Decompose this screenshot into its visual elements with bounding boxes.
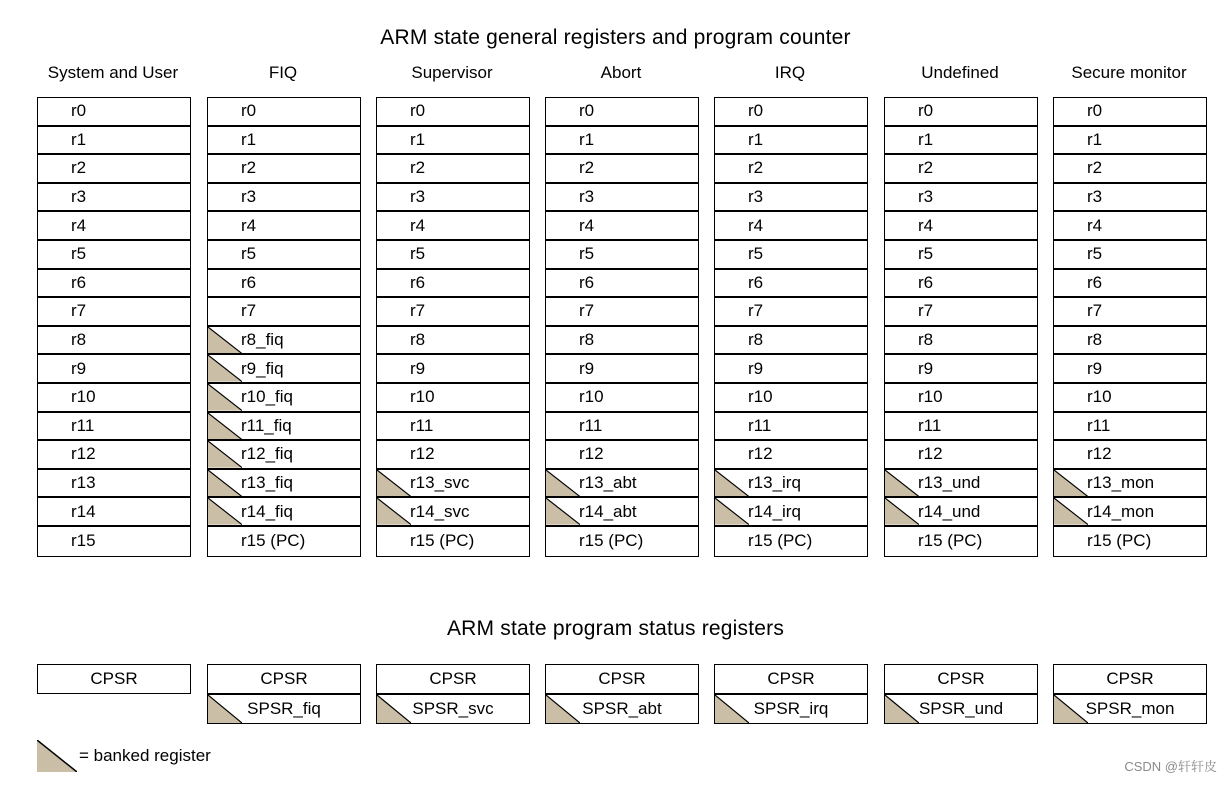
register-label: r4 — [918, 215, 934, 235]
register-cell — [377, 470, 529, 499]
register-label: r9 — [579, 358, 595, 378]
register-cell — [377, 355, 529, 384]
register-cell — [377, 212, 529, 241]
register-label: r14_abt — [579, 501, 637, 521]
register-cell — [546, 384, 698, 413]
register-label: r11 — [71, 415, 95, 435]
register-label: r3 — [918, 187, 934, 207]
register-cell — [38, 355, 190, 384]
register-cell — [208, 441, 360, 470]
register-cell — [715, 470, 867, 499]
watermark: CSDN @轩轩皮 — [1124, 759, 1217, 774]
register-cell — [1054, 413, 1206, 442]
status-label: SPSR_abt — [582, 699, 662, 718]
register-label: r6 — [748, 272, 764, 292]
register-cell — [715, 270, 867, 299]
register-label: r6 — [410, 272, 426, 292]
register-column — [37, 97, 191, 557]
status-label: CPSR — [260, 669, 308, 688]
register-label: r4 — [410, 215, 426, 235]
register-label: r11 — [1087, 415, 1111, 435]
register-cell — [208, 498, 360, 527]
register-label: r8 — [1087, 330, 1103, 350]
register-cell — [715, 413, 867, 442]
register-cell — [1054, 127, 1206, 156]
register-label: r9 — [410, 358, 426, 378]
register-label: r14_svc — [410, 501, 470, 521]
register-label: r8 — [918, 330, 934, 350]
register-cell — [208, 384, 360, 413]
status-cell — [715, 693, 867, 723]
register-label: r15 — [71, 531, 96, 551]
status-label: CPSR — [937, 669, 985, 688]
register-label: r3 — [579, 187, 595, 207]
register-label: r7 — [241, 301, 257, 321]
register-label: r2 — [410, 158, 426, 178]
register-label: r14 — [71, 501, 96, 521]
status-cell — [377, 693, 529, 723]
register-label: r5 — [918, 244, 934, 264]
register-cell — [38, 298, 190, 327]
register-cell — [38, 155, 190, 184]
register-cell — [1054, 527, 1206, 556]
register-label: r0 — [748, 101, 764, 121]
register-cell — [885, 212, 1037, 241]
register-cell — [546, 470, 698, 499]
status-cell — [546, 693, 698, 723]
status-label: SPSR_und — [918, 699, 1004, 718]
status-column — [376, 664, 530, 724]
register-cell — [885, 470, 1037, 499]
register-label: r11 — [918, 415, 942, 435]
register-label: r14_fiq — [241, 501, 293, 521]
status-cell — [1054, 693, 1206, 723]
status-label: SPSR_irq — [753, 699, 829, 718]
register-label: r12 — [71, 444, 96, 464]
legend-text: = banked register — [79, 746, 211, 765]
status-column — [714, 664, 868, 724]
status-column — [545, 664, 699, 724]
register-cell — [377, 384, 529, 413]
mode-header: Secure monitor — [1071, 63, 1187, 82]
banked-triangle-icon — [37, 740, 77, 772]
register-cell — [377, 527, 529, 556]
general-registers-title: ARM state general registers and program counter — [380, 26, 851, 49]
register-cell — [38, 413, 190, 442]
register-cell — [377, 498, 529, 527]
register-label: r0 — [579, 101, 595, 121]
register-cell — [377, 184, 529, 213]
register-label: r2 — [748, 158, 764, 178]
register-label: r10_fiq — [241, 387, 293, 407]
register-cell — [885, 241, 1037, 270]
register-cell — [885, 441, 1037, 470]
register-cell — [208, 355, 360, 384]
status-label: CPSR — [429, 669, 477, 688]
register-label: r5 — [579, 244, 595, 264]
register-cell — [208, 270, 360, 299]
status-cell — [208, 665, 360, 693]
register-label: r7 — [748, 301, 764, 321]
register-cell — [208, 298, 360, 327]
banked-triangle-icon — [377, 695, 411, 723]
register-label: r5 — [71, 244, 87, 264]
register-cell — [208, 470, 360, 499]
register-label: r10 — [748, 387, 773, 407]
register-cell — [715, 212, 867, 241]
register-label: r2 — [1087, 158, 1103, 178]
register-label: r11_fiq — [241, 415, 292, 435]
register-label: r11 — [579, 415, 603, 435]
register-cell — [885, 384, 1037, 413]
register-cell — [1054, 327, 1206, 356]
register-label: r15 (PC) — [918, 531, 983, 551]
register-cell — [38, 270, 190, 299]
register-label: r7 — [410, 301, 426, 321]
register-cell — [546, 127, 698, 156]
mode-header: System and User — [47, 63, 179, 82]
register-label: r13_mon — [1087, 473, 1155, 493]
register-cell — [1054, 355, 1206, 384]
register-cell — [715, 155, 867, 184]
status-cell — [208, 693, 360, 723]
register-label: r14_mon — [1087, 501, 1155, 521]
register-cell — [208, 527, 360, 556]
register-cell — [208, 184, 360, 213]
register-label: r7 — [918, 301, 934, 321]
register-cell — [885, 155, 1037, 184]
register-column — [884, 97, 1038, 557]
register-label: r13_fiq — [241, 473, 293, 493]
register-cell — [885, 184, 1037, 213]
register-cell — [546, 527, 698, 556]
register-label: r0 — [241, 101, 257, 121]
register-label: r6 — [71, 272, 87, 292]
banked-triangle-icon — [546, 695, 580, 723]
status-cell — [377, 665, 529, 693]
status-label: CPSR — [767, 669, 815, 688]
register-cell — [546, 355, 698, 384]
register-label: r12 — [410, 444, 435, 464]
register-label: r8 — [410, 330, 426, 350]
register-label: r4 — [71, 215, 87, 235]
register-cell — [546, 498, 698, 527]
register-cell — [208, 212, 360, 241]
status-label: SPSR_svc — [412, 699, 494, 718]
register-cell — [1054, 470, 1206, 499]
register-cell — [715, 441, 867, 470]
register-label: r11 — [410, 415, 434, 435]
register-cell — [885, 527, 1037, 556]
register-label: r5 — [410, 244, 426, 264]
register-cell — [546, 241, 698, 270]
status-registers-title: ARM state program status registers — [446, 617, 785, 640]
register-label: r13 — [71, 473, 96, 493]
register-label: r9_fiq — [241, 358, 284, 378]
status-label: CPSR — [90, 669, 138, 688]
register-label: r1 — [579, 129, 595, 149]
register-cell — [1054, 98, 1206, 127]
register-label: r13_und — [918, 473, 981, 493]
register-cell — [885, 355, 1037, 384]
status-cell — [546, 665, 698, 693]
register-label: r5 — [748, 244, 764, 264]
register-column — [714, 97, 868, 557]
register-cell — [715, 127, 867, 156]
register-cell — [38, 127, 190, 156]
status-column — [884, 664, 1038, 724]
status-label: SPSR_mon — [1085, 699, 1175, 718]
register-label: r15 (PC) — [241, 531, 306, 551]
register-cell — [38, 498, 190, 527]
status-cell — [885, 665, 1037, 693]
register-cell — [377, 327, 529, 356]
register-cell — [377, 270, 529, 299]
register-cell — [1054, 441, 1206, 470]
register-cell — [38, 470, 190, 499]
register-label: r13_irq — [748, 473, 801, 493]
register-label: r10 — [71, 387, 96, 407]
banked-triangle-icon — [715, 695, 749, 723]
register-cell — [715, 355, 867, 384]
register-cell — [715, 298, 867, 327]
register-cell — [546, 441, 698, 470]
register-cell — [715, 184, 867, 213]
register-label: r10 — [410, 387, 435, 407]
register-label: r8 — [748, 330, 764, 350]
register-label: r10 — [918, 387, 943, 407]
register-label: r1 — [241, 129, 257, 149]
status-label: CPSR — [598, 669, 646, 688]
register-cell — [377, 155, 529, 184]
register-cell — [715, 327, 867, 356]
register-cell — [885, 127, 1037, 156]
register-label: r13_abt — [579, 473, 637, 493]
register-cell — [38, 527, 190, 556]
register-label: r0 — [918, 101, 934, 121]
register-cell — [208, 241, 360, 270]
register-cell — [38, 184, 190, 213]
register-label: r1 — [71, 129, 87, 149]
legend — [37, 740, 211, 772]
register-label: r8 — [71, 330, 87, 350]
register-label: r7 — [1087, 301, 1103, 321]
mode-header: IRQ — [774, 63, 806, 82]
register-label: r14_irq — [748, 501, 801, 521]
register-label: r0 — [71, 101, 87, 121]
register-column — [376, 97, 530, 557]
register-cell — [546, 270, 698, 299]
register-label: r9 — [1087, 358, 1103, 378]
register-label: r1 — [918, 129, 934, 149]
status-cell — [715, 665, 867, 693]
register-label: r6 — [1087, 272, 1103, 292]
register-cell — [377, 441, 529, 470]
status-cell — [38, 665, 190, 693]
register-cell — [208, 155, 360, 184]
register-cell — [377, 127, 529, 156]
register-label: r15 (PC) — [748, 531, 813, 551]
mode-header: FIQ — [268, 63, 298, 82]
register-column — [545, 97, 699, 557]
register-label: r2 — [71, 158, 87, 178]
register-label: r12 — [748, 444, 773, 464]
register-label: r15 (PC) — [1087, 531, 1152, 551]
register-label: r7 — [71, 301, 87, 321]
mode-header: Supervisor — [411, 63, 493, 82]
register-cell — [546, 98, 698, 127]
register-cell — [715, 498, 867, 527]
register-label: r10 — [1087, 387, 1112, 407]
register-label: r5 — [241, 244, 257, 264]
register-cell — [1054, 241, 1206, 270]
register-cell — [885, 413, 1037, 442]
register-cell — [38, 441, 190, 470]
status-cell — [885, 693, 1037, 723]
register-label: r12 — [1087, 444, 1112, 464]
register-cell — [38, 212, 190, 241]
register-label: r14_und — [918, 501, 981, 521]
register-label: r12_fiq — [241, 444, 293, 464]
register-label: r12 — [918, 444, 943, 464]
register-label: r15 (PC) — [579, 531, 644, 551]
register-cell — [546, 184, 698, 213]
register-label: r0 — [410, 101, 426, 121]
register-cell — [546, 327, 698, 356]
register-label: r4 — [241, 215, 257, 235]
register-label: r0 — [1087, 101, 1103, 121]
register-label: r1 — [410, 129, 426, 149]
register-cell — [1054, 155, 1206, 184]
register-label: r15 (PC) — [410, 531, 475, 551]
register-cell — [546, 298, 698, 327]
register-label: r4 — [579, 215, 595, 235]
register-cell — [377, 413, 529, 442]
register-label: r1 — [1087, 129, 1103, 149]
register-label: r1 — [748, 129, 764, 149]
register-column — [207, 97, 361, 557]
register-cell — [715, 527, 867, 556]
register-label: r4 — [748, 215, 764, 235]
register-cell — [38, 327, 190, 356]
register-cell — [715, 98, 867, 127]
register-label: r9 — [748, 358, 764, 378]
register-cell — [38, 384, 190, 413]
register-label: r11 — [748, 415, 772, 435]
register-label: r2 — [241, 158, 257, 178]
status-column — [37, 664, 191, 694]
status-column — [1053, 664, 1207, 724]
register-cell — [546, 155, 698, 184]
register-label: r3 — [1087, 187, 1103, 207]
register-cell — [377, 241, 529, 270]
register-cell — [1054, 384, 1206, 413]
register-cell — [715, 384, 867, 413]
register-label: r9 — [71, 358, 87, 378]
status-column — [207, 664, 361, 724]
banked-triangle-icon — [1054, 695, 1088, 723]
register-label: r4 — [1087, 215, 1103, 235]
register-label: r6 — [918, 272, 934, 292]
register-cell — [38, 241, 190, 270]
register-label: r5 — [1087, 244, 1103, 264]
register-cell — [546, 413, 698, 442]
register-label: r6 — [579, 272, 595, 292]
register-cell — [208, 327, 360, 356]
register-label: r3 — [410, 187, 426, 207]
status-cell — [1054, 665, 1206, 693]
register-cell — [885, 327, 1037, 356]
register-label: r13_svc — [410, 473, 470, 493]
register-label: r12 — [579, 444, 604, 464]
register-label: r2 — [579, 158, 595, 178]
register-cell — [208, 98, 360, 127]
register-label: r8 — [579, 330, 595, 350]
register-cell — [715, 241, 867, 270]
register-cell — [1054, 184, 1206, 213]
status-label: CPSR — [1106, 669, 1154, 688]
register-cell — [1054, 212, 1206, 241]
register-cell — [377, 98, 529, 127]
register-label: r9 — [918, 358, 934, 378]
register-cell — [885, 298, 1037, 327]
register-cell — [1054, 270, 1206, 299]
register-label: r8_fiq — [241, 330, 284, 350]
register-cell — [1054, 498, 1206, 527]
register-label: r6 — [241, 272, 257, 292]
register-cell — [208, 127, 360, 156]
register-cell — [885, 98, 1037, 127]
register-cell — [377, 298, 529, 327]
register-cell — [885, 498, 1037, 527]
register-label: r3 — [241, 187, 257, 207]
mode-header: Abort — [600, 63, 642, 82]
register-cell — [38, 98, 190, 127]
register-cell — [546, 212, 698, 241]
banked-triangle-icon — [885, 695, 919, 723]
register-cell — [208, 413, 360, 442]
register-label: r3 — [748, 187, 764, 207]
register-label: r7 — [579, 301, 595, 321]
register-label: r3 — [71, 187, 87, 207]
banked-triangle-icon — [208, 695, 242, 723]
register-cell — [1054, 298, 1206, 327]
register-label: r2 — [918, 158, 934, 178]
register-label: r10 — [579, 387, 604, 407]
status-label: SPSR_fiq — [247, 699, 321, 718]
register-cell — [885, 270, 1037, 299]
mode-header: Undefined — [921, 63, 999, 82]
register-column — [1053, 97, 1207, 557]
